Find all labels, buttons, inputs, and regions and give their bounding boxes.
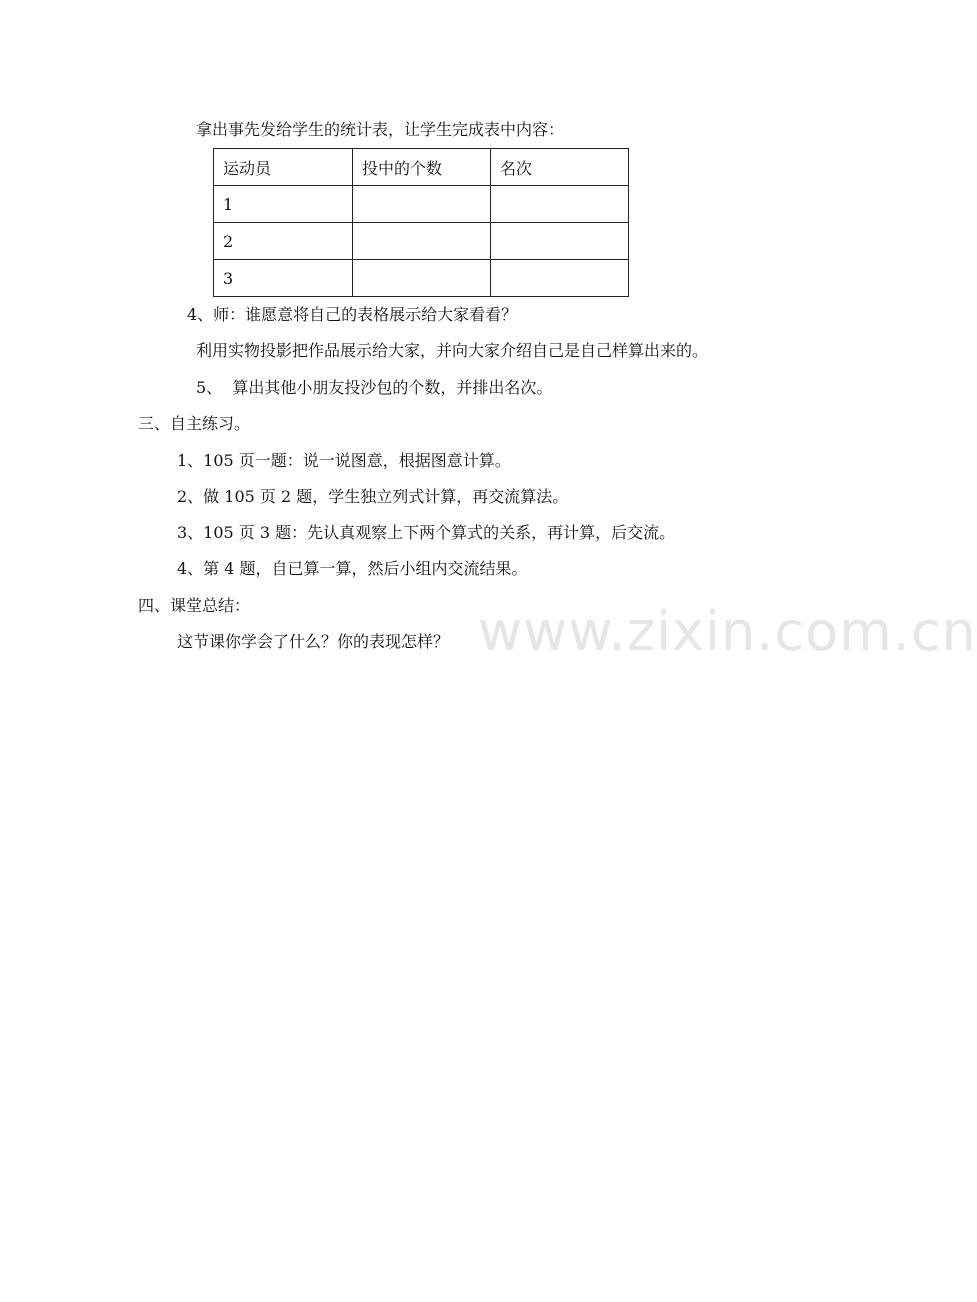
table-row <box>214 223 629 260</box>
item-4-detail: 利用实物投影把作品展示给大家，并向大家介绍自己是自己样算出来的。 <box>196 341 709 360</box>
table-cell: 2 <box>214 223 353 260</box>
table-cell <box>353 186 491 223</box>
item-5: 5、 算出其他小朋友投沙包的个数，并排出名次。 <box>196 378 553 397</box>
table-cell: 1 <box>214 186 353 223</box>
table-cell <box>353 223 491 260</box>
table-row <box>214 260 629 297</box>
watermark: www.zixin.com.cn <box>478 600 977 663</box>
table-cell <box>491 186 629 223</box>
table-cell <box>491 223 629 260</box>
intro-text: 拿出事先发给学生的统计表，让学生完成表中内容： <box>196 120 565 139</box>
header-rank: 名次 <box>491 149 629 186</box>
section-3-item: 2、做 105 页 2 题，学生独立列式计算，再交流算法。 <box>177 487 569 506</box>
table-row <box>214 186 629 223</box>
section-4-heading: 四、课堂总结： <box>138 596 251 615</box>
statistics-table <box>213 148 629 297</box>
section-3-item: 3、105 页 3 题：先认真观察上下两个算式的关系，再计算，后交流。 <box>177 523 676 542</box>
section-4-text: 这节课你学会了什么？你的表现怎样？ <box>177 632 450 651</box>
header-athlete: 运动员 <box>214 149 353 186</box>
table-cell: 3 <box>214 260 353 297</box>
table-cell <box>353 260 491 297</box>
table-header-row <box>214 149 629 186</box>
section-3-item: 1、105 页一题：说一说图意，根据图意计算。 <box>177 451 511 470</box>
section-3-item: 4、第 4 题，自已算一算，然后小组内交流结果。 <box>177 559 528 578</box>
table-cell <box>491 260 629 297</box>
section-3-heading: 三、自主练习。 <box>138 414 251 433</box>
header-hits: 投中的个数 <box>353 149 491 186</box>
item-4: 4、师：谁愿意将自己的表格展示给大家看看？ <box>187 305 518 324</box>
